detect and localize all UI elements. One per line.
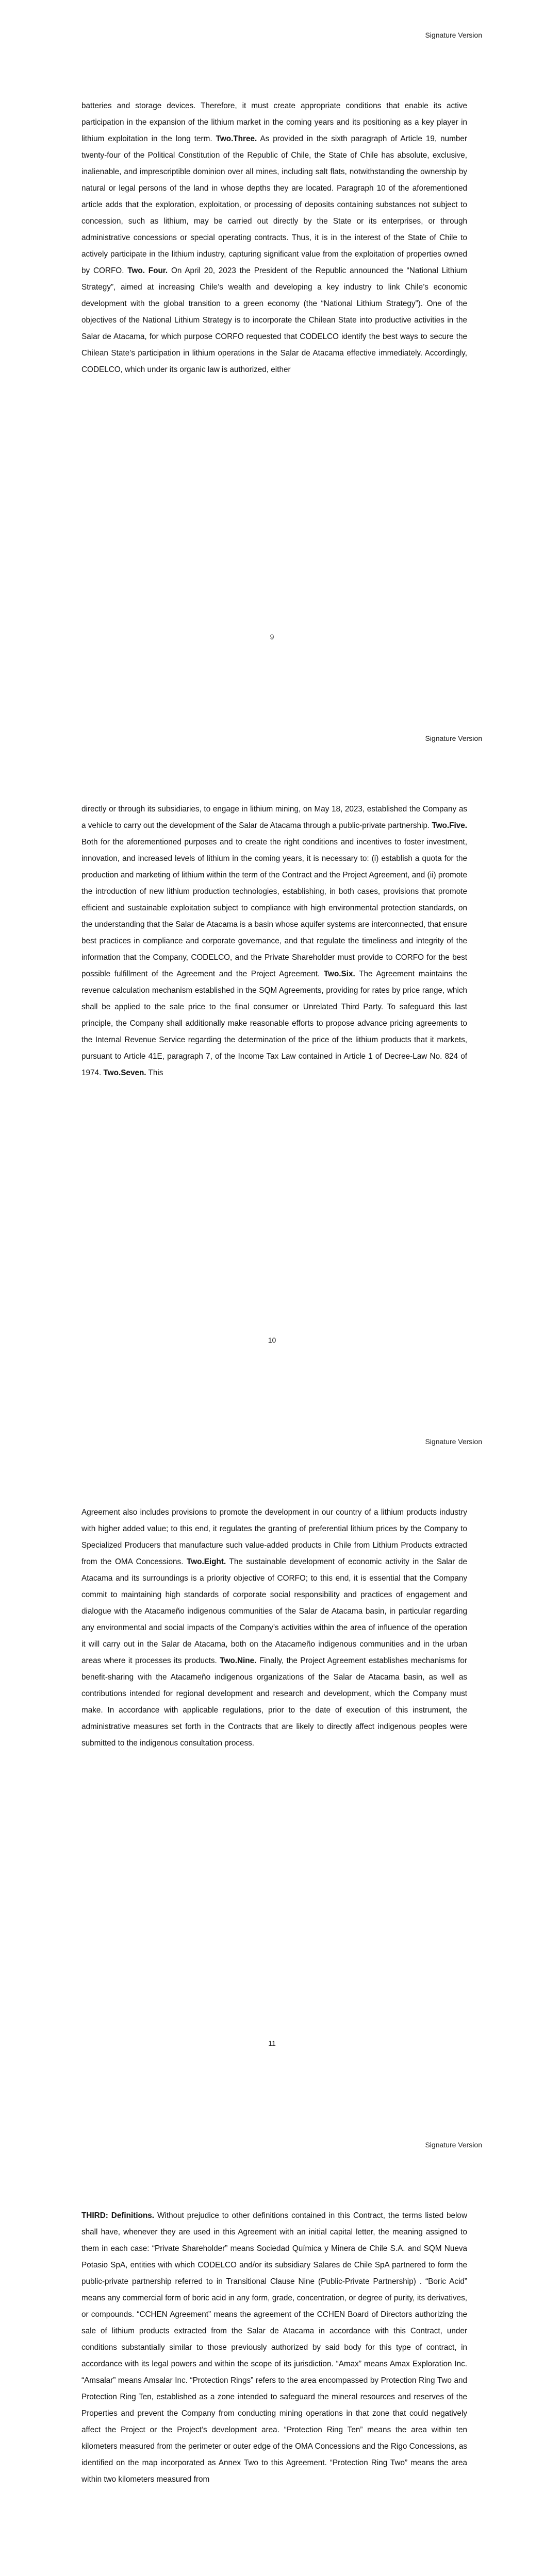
page-header: Signature Version	[425, 734, 482, 742]
page-number: 10	[268, 1336, 276, 1344]
paragraph-text: batteries and storage devices. Therefore, it must create appropriate conditions that enable its active participation in the expansion of the lithium market in the coming years and its positioning as a key player in lithium exploitation in the long term.	[81, 101, 467, 143]
section-heading: THIRD: Definitions.	[81, 2211, 155, 2220]
page-header: Signature Version	[425, 31, 482, 39]
page-body	[81, 801, 467, 1081]
page-number: 11	[268, 2039, 276, 2047]
section-heading: Two.Eight.	[187, 1557, 226, 1566]
paragraph-text: Finally, the Project Agreement establishes mechanisms for benefit-sharing with the Atacameño indigenous organizations of the Salar de Atacama basin, as well as contributions intended for regional development and research and development, which the Company must make. In accordance with applicable regulations, prior to the date of execution of this instrument, the administrative measures set forth in the Contracts that are likely to directly affect indigenous peoples were submitted to the indigenous consultation process.	[81, 1656, 467, 1748]
paragraph-text: This	[146, 1069, 163, 1077]
section-heading: Two.Six.	[323, 970, 355, 978]
page-header: Signature Version	[425, 2141, 482, 2149]
page-body	[81, 1504, 467, 1752]
paragraph-text: Without prejudice to other definitions contained in this Contract, the terms listed below shall have, whenever they are used in this Agreement with an initial capital letter, the meaning assigned to them in each case: “Private Shareholder” means Sociedad Química y Minera de Chile S.A. and SQM Nueva Potasio SpA, entities with which CODELCO and/or its subsidiary Salares de Chile SpA partnered to form the public-private partnership referred to in Transitional Clause Nine (Public-Private Partnership) . “Boric Acid” means any commercial form of boric acid in any form, grade, concentration, or degree of purity, its derivatives, or compounds. “CCHEN Agreement” means the agreement of the CCHEN Board of Directors authorizing the sale of lithium products extracted from the Salar de Atacama in accordance with this Contract, under conditions substantially similar to those previously authorized by said body for this type of contract, in accordance with its legal powers and within the scope of its jurisdiction. “Amax” means Amax Exploration Inc. “Amsalar” means Amsalar Inc. “Protection Rings” refers to the area encompassed by Protection Ring Two and Protection Ring Ten, established as a zone intended to safeguard the mineral resources and reserves of the Properties and prevent the Company from conducting mining operations in that zone that could negatively affect the Project or the Project’s development area. “Protection Ring Ten” means the area within ten kilometers measured from the perimeter or outer edge of the OMA Concessions and the Rigo Concessions, as identified on the map incorporated as Annex Two to this Agreement. “Protection Ring Two” means the area within two kilometers measured from	[81, 2211, 467, 2484]
paragraph-text: On April 20, 2023 the President of the Republic announced the “National Lithium Strategy”, aimed at increasing Chile’s wealth and developing a key industry to link Chile’s economic development with the global transition to a green economy (the “National Lithium Strategy”). One of the objectives of the National Lithium Strategy is to incorporate the Chilean State into productive activities in the Salar de Atacama, for which purpose CORFO requested that CODELCO identify the best ways to secure the Chilean State’s participation in lithium operations in the Salar de Atacama effective immediately. Accordingly, CODELCO, which under its organic law is authorized, either	[81, 266, 468, 374]
section-heading: Two.Three.	[216, 134, 257, 143]
paragraph-text: The sustainable development of economic activity in the Salar de Atacama and its surroundings is a priority objective of CORFO; to this end, it is essential that the Company commit to maintaining high standards of corporate social responsibility and practices of engagement and dialogue with the Atacameño indigenous communities of the Salar de Atacama basin, in particular regarding any environmental and social impacts of the Company’s activities within the area of influence of the operation it will carry out in the Salar de Atacama, both on the Atacameño indigenous communities and in the urban areas where it processes its products.	[81, 1557, 467, 1665]
section-heading: Two. Four.	[127, 266, 168, 275]
paragraph-text: As provided in the sixth paragraph of Article 19, number twenty-four of the Political Constitution of the Republic of Chile, the State of Chile has absolute, exclusive, inalienable, and imprescriptible dominion over all mines, including salt flats, notwithstanding the ownership by natural or legal persons of the land in whose depths they are located. Paragraph 10 of the aforementioned article adds that the exploration, exploitation, or processing of deposits containing substances not subject to concession, such as lithium, may be carried out directly by the State or its enterprises, or through administrative concessions or special operating contracts. Thus, it is in the interest of the State of Chile to actively participate in the lithium industry, capturing significant value from the exploitation of properties owned by CORFO.	[81, 134, 468, 275]
section-heading: Two.Five.	[432, 821, 467, 830]
page-9	[0, 0, 544, 703]
page-number: 9	[270, 633, 274, 641]
page-body	[81, 98, 467, 378]
paragraph-text: directly or through its subsidiaries, to engage in lithium mining, on May 18, 2023, established the Company as a vehicle to carry out the development of the Salar de Atacama through a public-private partnership.	[81, 805, 467, 830]
page-header: Signature Version	[425, 1437, 482, 1446]
page-body	[81, 2208, 467, 2488]
paragraph-text: Agreement also includes provisions to promote the development in our country of a lithium products industry with higher added value; to this end, it regulates the granting of preferential lithium prices by the Company to Specialized Producers that manufacture such value-added products in Chile from Lithium Products extracted from the OMA Concessions.	[81, 1508, 467, 1566]
page-12	[0, 2110, 544, 2576]
section-heading: Two.Seven.	[103, 1069, 146, 1077]
page-11	[0, 1406, 544, 2110]
paragraph-text: The Agreement maintains the revenue calculation mechanism established in the SQM Agreements, providing for rates by price range, which shall be applied to the sale price to the final consumer or Unrelated Third Party. To safeguard this last principle, the Company shall additionally make reasonable efforts to propose advance pricing agreements to the Internal Revenue Service regarding the determination of the price of the lithium products that it markets, pursuant to Article 41E, paragraph 7, of the Income Tax Law contained in Article 1 of Decree-Law No. 824 of 1974.	[81, 970, 467, 1077]
page-10	[0, 703, 544, 1406]
paragraph-text: Both for the aforementioned purposes and to create the right conditions and incentives to foster investment, innovation, and increased levels of lithium in the coming years, it is necessary to: (i) establish a quota for the production and marketing of lithium within the term of the Contract and the Project Agreement, and (ii) promote the introduction of new lithium production technologies, establishing, in both cases, provisions that promote efficient and sustainable exploitation subject to compliance with high environmental protection standards, on the understanding that the Salar de Atacama is a basin whose aquifer systems are interconnected, that ensure best practices in compliance and corporate governance, and that regulate the timeliness and integrity of the information that the Company, CODELCO, and the Private Shareholder must provide to CORFO for the best possible fulfillment of the Agreement and the Project Agreement.	[81, 838, 467, 978]
section-heading: Two.Nine.	[220, 1656, 257, 1665]
